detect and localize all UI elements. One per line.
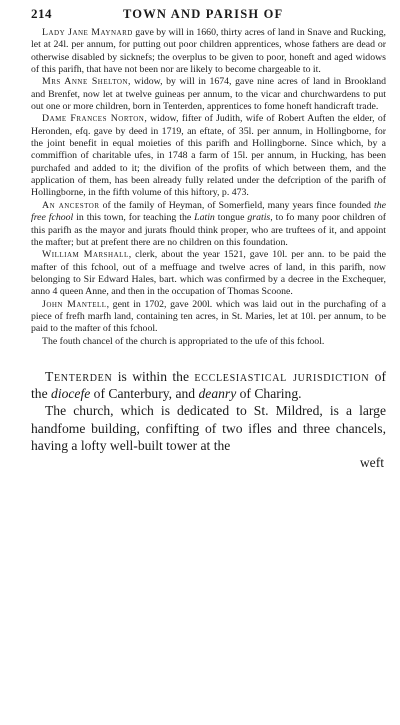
italic-text: Latin	[194, 212, 215, 224]
benefactor-name: William Marshall	[42, 249, 129, 261]
benefactor-name: Dame Frances Norton	[42, 113, 145, 125]
italic-text: gratis	[247, 212, 271, 224]
paragraph-text: of the	[31, 368, 386, 402]
place-name: Tenterden	[45, 368, 113, 384]
page-number: 214	[31, 6, 52, 21]
paragraph-text: of Canterbury, and	[90, 386, 199, 402]
paragraph-text: , gent in 1702, gave 200l. which was laid out in the purchafing of a piece of frefh marfh land, containing ten acres, in St. Maries, let at 10l. per annum, to be paid to the mafter of this fchool.	[31, 298, 386, 335]
paragraph-marshall	[31, 249, 386, 298]
paragraph-church	[31, 402, 386, 454]
paragraph-text: , clerk, about the year 1521, gave 10l. per ann. to be paid the mafter of this fchool, out of a meffuage and twelve acres of land, in this parifh, now belonging to Sir Edward Hales, bart. which was confirmed by a decree in the Exchequer, anno 4 queen Anne, and then in the occupation of Thomas Scoone.	[31, 249, 386, 298]
paragraph-text: is within the	[112, 368, 195, 384]
benefactor-name: John Mantell	[42, 298, 107, 310]
paragraph-text: in this town, for teaching the	[73, 212, 195, 224]
paragraph-text: The church, which is dedicated to St. Mildred, is a large handfome building, confifting of two ifles and three chancels, having a lofty well-built tower at the	[31, 403, 386, 453]
catchword: weft	[359, 454, 384, 470]
paragraph-mantell	[31, 299, 386, 336]
paragraph-shelton	[31, 76, 386, 113]
benefactor-name: An ancestor	[42, 199, 100, 211]
benefactor-name: Mrs Anne Shelton	[42, 76, 129, 88]
paragraph-maynard	[31, 27, 386, 76]
small-caps-text: ecclesiastical jurisdiction	[194, 368, 370, 384]
paragraph-south-chancel	[31, 336, 386, 348]
charity-section	[31, 27, 386, 348]
paragraph-text: , widow, fifter of Judith, wife of Robert Auften the elder, of Heronden, efq. gave by deed in 1719, an eftate, of 35l. per annum, in Hollingborne, for the joint benefit in equal moieties of this parifh and Hollingborne. Since which, by a commiffion of charitable ufes, in 1748 a farm of 15l. per annum, in Hucking, has been purchafed and added to it; the divifion of the profits of which between them, and the application of them, has been already fully related under the defcription of the parifh of Hollingborne, in the fifth volume of this hiftory, p. 473.	[31, 113, 387, 199]
paragraph-norton	[31, 113, 386, 199]
paragraph-text: , to fo many poor children of this parifh as the mayor and jurats fhould think proper, who are truftees of it, and appoint the mafter; but at prefent there are no children on this foundation.	[31, 212, 386, 248]
italic-text: deanry	[198, 386, 237, 402]
paragraph-text: The fouth chancel of the church is appropriated to the ufe of this fchool.	[42, 335, 325, 347]
benefactor-name: Lady Jane Maynard	[42, 27, 133, 38]
running-title: TOWN AND PARISH OF	[123, 7, 284, 21]
paragraph-jurisdiction	[31, 368, 386, 402]
italic-text: diocefe	[51, 386, 91, 402]
italic-text: the free fchool	[31, 199, 386, 224]
running-head	[31, 6, 386, 24]
paragraph-text: gave by will in 1660, thirty acres of land in Snave and Rucking, let at 24l. per annum, for putting out poor children apprentices, whose fathers are dead or otherwise disabled by sicknefs; the overplus to be given to poor, honeft and aged widows of this parifh, that have not been nor are likely to become chargeable to it.	[31, 27, 386, 76]
paragraph-text: , widow, by will in 1674, gave nine acres of land in Brookland and Brenfet, now let at twelve guineas per annum, to the vicar and churchwardens to put out one or more children, born in Tenterden, apprentices to fome honeft handicraft trade.	[31, 76, 386, 113]
paragraph-ancestor	[31, 200, 386, 249]
paragraph-text: of Charing.	[236, 386, 302, 402]
church-section	[31, 368, 386, 471]
paragraph-text: of the family of Heyman, of Somerfield, many years fince founded	[99, 199, 375, 211]
paragraph-text: tongue	[214, 212, 248, 224]
